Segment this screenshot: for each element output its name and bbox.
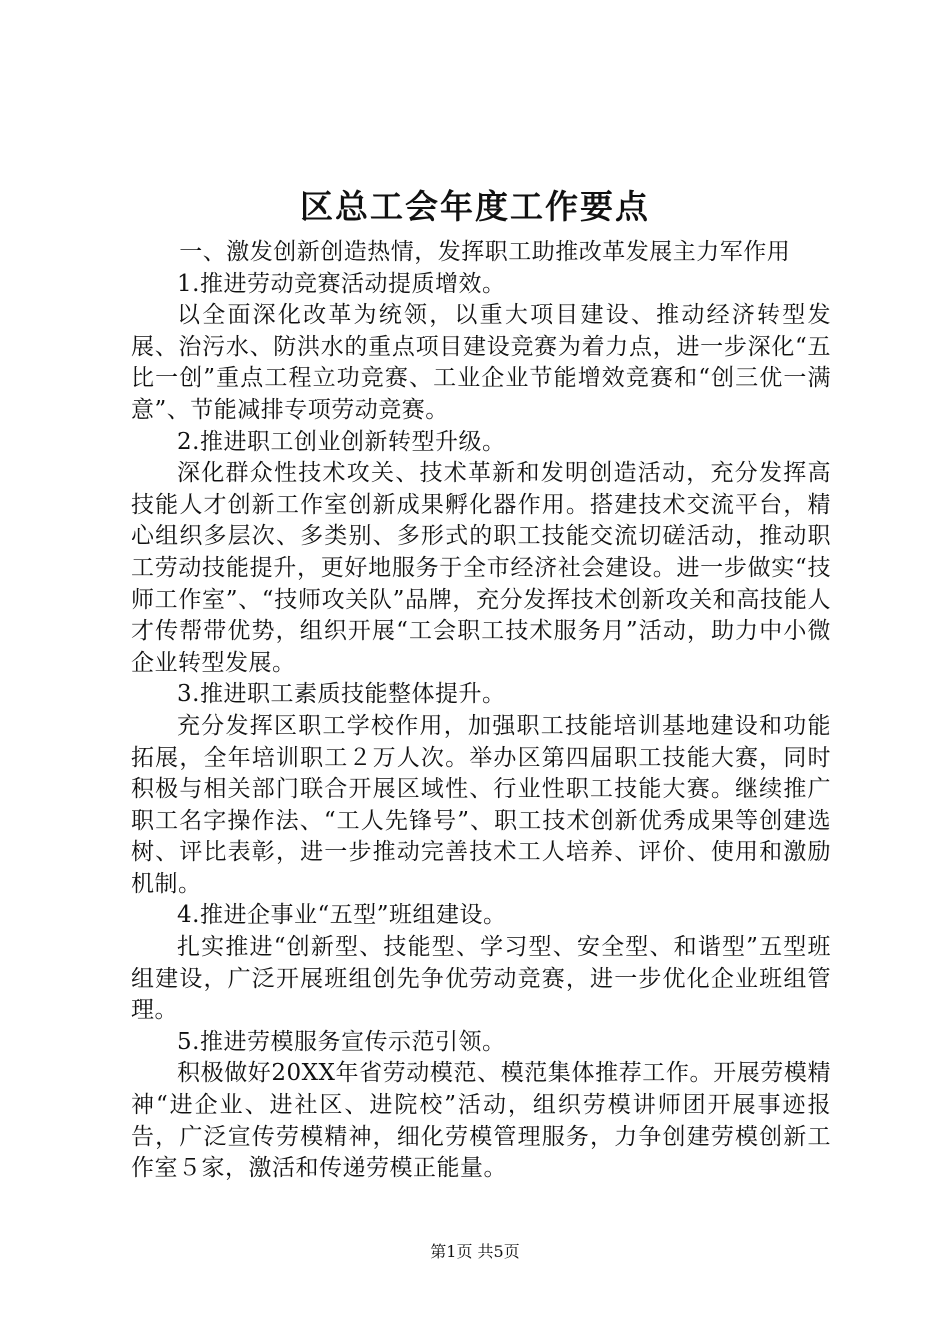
item-heading: 4.推进企事业“五型”班组建设。 bbox=[177, 902, 507, 929]
body-paragraph: 扎实推进“创新型、技能型、学习型、安全型、和谐型”五型班组建设，广泛开展班组创先争优劳动竞赛，进一步优化企业班组管理。 bbox=[131, 934, 831, 1024]
section-heading: 一、激发创新创造热情，发挥职工助推改革发展主力军作用 bbox=[179, 239, 791, 265]
item-heading: 2.推进职工创业创新转型升级。 bbox=[177, 428, 506, 455]
item-heading: 3.推进职工素质技能整体提升。 bbox=[177, 681, 506, 708]
item-heading: 5.推进劳模服务宣传示范引领。 bbox=[177, 1028, 506, 1055]
body-paragraph: 积极做好20XX年省劳动模范、模范集体推荐工作。开展劳模精神“进企业、进社区、进院校”活动，组织劳模讲师团开展事迹报告，广泛宣传劳模精神，细化劳模管理服务，力争创建劳模创新工作室５家，激活和传递劳模正能量。 bbox=[131, 1060, 831, 1182]
item-heading: 1.推进劳动竞赛活动提质增效。 bbox=[177, 270, 506, 297]
body-paragraph: 深化群众性技术攻关、技术革新和发明创造活动，充分发挥高技能人才创新工作室创新成果孵化器作用。搭建技术交流平台，精心组织多层次、多类别、多形式的职工技能交流切磋活动，推动职工劳动技能提升，更好地服务于全市经济社会建设。进一步做实“技师工作室”、“技师攻关队”品牌，充分发挥技术创新攻关和高技能人才传帮带优势，组织开展“工会职工技术服务月”活动，助力中小微企业转型发展。 bbox=[131, 460, 831, 676]
page-footer: 第1页 共5页 bbox=[430, 1242, 520, 1261]
body-paragraph: 充分发挥区职工学校作用，加强职工技能培训基地建设和功能拓展，全年培训职工２万人次。举办区第四届职工技能大赛，同时积极与相关部门联合开展区域性、行业性职工技能大赛。继续推广职工名字操作法、“工人先锋号”、职工技术创新优秀成果等创建选树、评比表彰，进一步推动完善技术工人培养、评价、使用和激励机制。 bbox=[131, 712, 831, 897]
document-body bbox=[131, 237, 831, 1185]
body-paragraph: 以全面深化改革为统领，以重大项目建设、推动经济转型发展、治污水、防洪水的重点项目建设竞赛为着力点，进一步深化“五比一创”重点工程立功竞赛、工业企业节能增效竞赛和“创三优一满意”、节能减排专项劳动竞赛。 bbox=[131, 302, 831, 423]
document-title: 区总工会年度工作要点 bbox=[300, 187, 650, 226]
